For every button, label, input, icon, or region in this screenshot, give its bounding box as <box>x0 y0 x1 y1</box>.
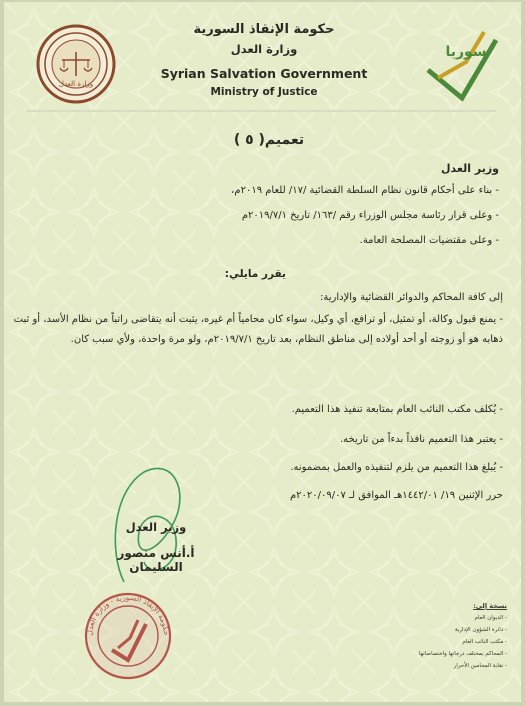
copy-item: - الديوان العام <box>474 615 507 621</box>
official-stamp <box>82 590 174 682</box>
basis-line-1: - بناء على أحكام قانون نظام السلطة القضائية /١٧/ للعام ٢٠١٩م، <box>231 185 499 196</box>
clause-1: - يمنع قبول وكالة، أو تمثيل، أو ترافع، أي وكيل، سواء كان محامياً أم غيره، يثبت أنه يتقاضى راتباً من نظام الأسد، أو ثبت ذهابه هو أو زوجته أو أحد أولاده إلى مناطق النظام، بعد تاريخ ٢٠١٩/٧/١م، ولو مرة واحدة، ولأي سبب كان. <box>13 314 503 345</box>
basis-line-3: - وعلى مقتضيات المصلحة العامة. <box>359 235 499 246</box>
circular-title: تعميم( ٥ ) <box>233 132 305 148</box>
basis-line-2: - وعلى قرار رئاسة مجلس الوزراء رقم /١٦٣/ تاريخ ٢٠١٩/٧/١م <box>241 210 499 221</box>
ministry-name-ar: وزارة العدل <box>230 42 298 56</box>
stamp-text: حكومة الإنقاذ السورية - وزارة العدل <box>84 592 172 636</box>
signature-block <box>96 520 216 574</box>
addressee: وزير العدل <box>441 162 499 175</box>
document-page <box>4 2 521 702</box>
clause-3: - يعتبر هذا التعميم نافذاً بدءاً من تاريخه. <box>340 434 503 445</box>
header-divider <box>26 110 496 112</box>
syria-logo <box>422 20 504 102</box>
clause-4: - يُبلغ هذا التعميم من يلزم لتنفيذه والعمل بمضمونه. <box>290 462 503 473</box>
recipients-line: إلى كافة المحاكم والدوائر القضائية والإدارية: <box>320 292 503 303</box>
decides-heading: يقرر مايلي: <box>224 268 286 280</box>
government-name-en: Syrian Salvation Government <box>160 66 368 81</box>
logo-text: سوريا <box>445 44 487 60</box>
signatory-name: أ.أنس منصور السليمان <box>117 546 195 574</box>
ministry-seal <box>36 24 116 104</box>
clause-2: - يُكلف مكتب النائب العام بمتابعة تنفيذ هذا التعميم. <box>291 404 503 415</box>
copies-heading: نسخة إلى: <box>473 602 507 610</box>
signatory-title: وزير العدل <box>125 520 187 534</box>
copy-item: - دائرة الشؤون الإدارية <box>454 627 507 633</box>
copy-item: - نقابة المحامين الأحرار <box>453 663 507 669</box>
ministry-name-en: Ministry of Justice <box>210 86 318 98</box>
date-line: حرر الإثنين ١٩/ ١٤٤٢/٠١هـ الموافق لـ ٢٠٢٠/٠٩/٠٧م <box>289 490 503 501</box>
copy-item: - المحاكم بمختلف درجاتها واختصاصاتها <box>419 651 507 657</box>
seal-text: وزارة العدل <box>58 80 94 88</box>
copies-list <box>417 600 507 672</box>
government-name-ar: حكومة الإنقاذ السورية <box>193 22 335 37</box>
copy-item: - مكتب النائب العام <box>462 639 507 645</box>
